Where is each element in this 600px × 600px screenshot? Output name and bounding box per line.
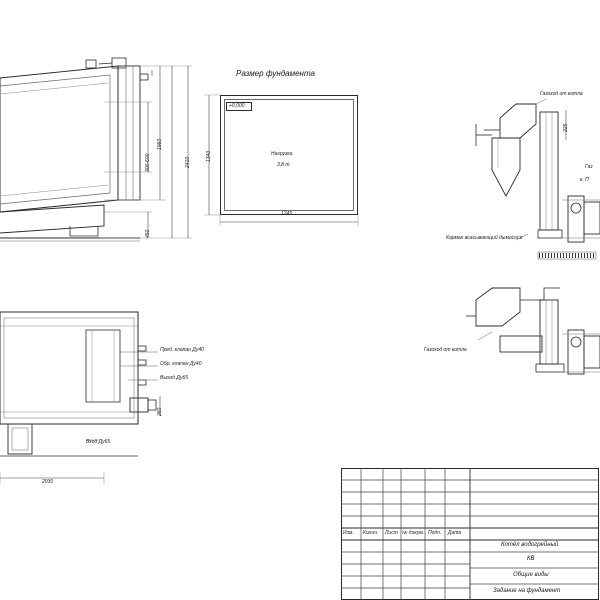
- dim-nozzle: 260: [157, 407, 163, 416]
- foundation-dim-width: 1745: [281, 211, 293, 217]
- dim-base: 450: [145, 229, 151, 238]
- dim-225: 225: [563, 123, 569, 132]
- callout-check-valve: Обр. клапан Ду40: [160, 361, 202, 367]
- col-kolich: Колич.: [363, 530, 379, 536]
- callout-inlet: Вход Ду65: [86, 439, 111, 445]
- foundation-dim-height: 1340: [206, 150, 212, 162]
- col-izm: Изм.: [343, 530, 354, 536]
- load-value: 3,8 т: [277, 162, 290, 168]
- callout-flue-bottom: Газоход от котла: [424, 347, 467, 353]
- foundation-title: Размер фундамента: [236, 69, 315, 78]
- elevation-tag: +0,000: [229, 103, 245, 109]
- title-block-grid: [341, 468, 599, 600]
- callout-kp: к. П: [580, 177, 589, 183]
- callout-safety-valve: Пред. клапан Ду40: [160, 347, 204, 353]
- dim-mid-height: 1960: [157, 138, 163, 150]
- col-dokum: № докум.: [402, 530, 425, 536]
- tb-line-2: КВ: [527, 556, 535, 562]
- col-data: Дата: [448, 530, 462, 536]
- col-list: Лист: [385, 530, 398, 536]
- dim-length: 2030: [42, 479, 54, 485]
- load-label: Нагрузка: [271, 151, 293, 157]
- col-podp: Подп.: [428, 530, 442, 536]
- callout-suction-pocket: Карман всасывающий дымососа: [446, 235, 523, 241]
- callout-flue-top: Газоход от котла: [540, 91, 583, 97]
- tb-line-4: Задание на фундамент: [493, 588, 561, 594]
- dim-overall-height: 2410: [185, 156, 191, 168]
- callout-gas: Газ: [585, 164, 593, 170]
- tb-line-3: Общие виды: [513, 572, 549, 578]
- tb-line-1: Котёл водогрейный: [501, 542, 559, 548]
- callout-outlet: Выход Ду65: [160, 375, 189, 381]
- dim-upper-range: 300-600: [145, 153, 151, 172]
- title-block: [341, 468, 599, 600]
